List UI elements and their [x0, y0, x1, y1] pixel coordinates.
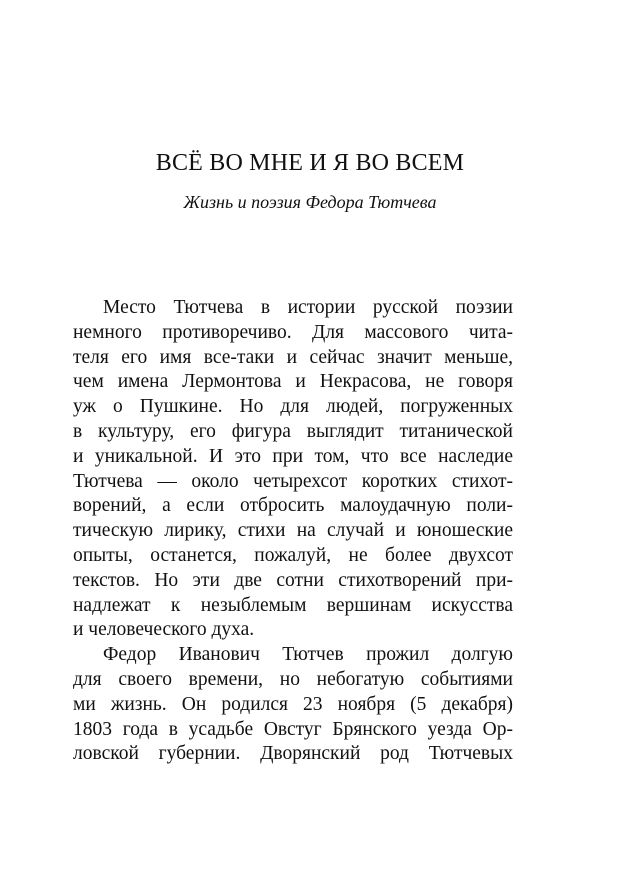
text-line: 1803 года в усадьбе Овстуг Брянского уезда Ор- — [73, 718, 513, 740]
text-line: теля его имя все-таки и сейчас значит меньше, — [73, 346, 513, 368]
text-line: текстов. Но эти две сотни стихотворений при- — [73, 569, 513, 591]
text-line: для своего времени, но небогатую событиями — [73, 668, 513, 690]
text-line: уж о Пушкине. Но для людей, погруженных — [73, 396, 513, 418]
text-line: Тютчева — около четырехсот коротких стихот- — [73, 470, 513, 492]
text-line: тическую лирику, стихи на случай и юношеские — [73, 520, 513, 542]
text-line: ворений, а если отбросить малоудачную поли- — [73, 495, 513, 517]
text-line: чем имена Лермонтова и Некрасова, не говоря — [73, 371, 513, 393]
text-line: надлежат к незыблемым вершинам искусства — [73, 594, 513, 616]
text-line: ловской губернии. Дворянский род Тютчевых — [73, 743, 513, 765]
text-line: в культуру, его фигура выглядит титанической — [73, 420, 513, 442]
text-line: ми жизнь. Он родился 23 ноября (5 декабря) — [73, 693, 513, 715]
body-text — [73, 296, 513, 767]
chapter-title: ВСЁ ВО МНЕ И Я ВО ВСЕМ — [155, 150, 465, 176]
chapter-subtitle: Жизнь и поэзия Федора Тютчева — [183, 192, 437, 212]
text-line: и уникальной. И это при том, что все наследие — [73, 445, 513, 467]
text-line: Место Тютчева в истории русской поэзии — [103, 297, 513, 318]
text-line: опыты, останется, пожалуй, не более двухсот — [73, 544, 513, 566]
text-line: и человеческого духа. — [73, 619, 255, 641]
text-line: Федор Иванович Тютчев прожил долгую — [103, 644, 513, 666]
text-line: немного противоречиво. Для массового чита- — [73, 321, 513, 343]
